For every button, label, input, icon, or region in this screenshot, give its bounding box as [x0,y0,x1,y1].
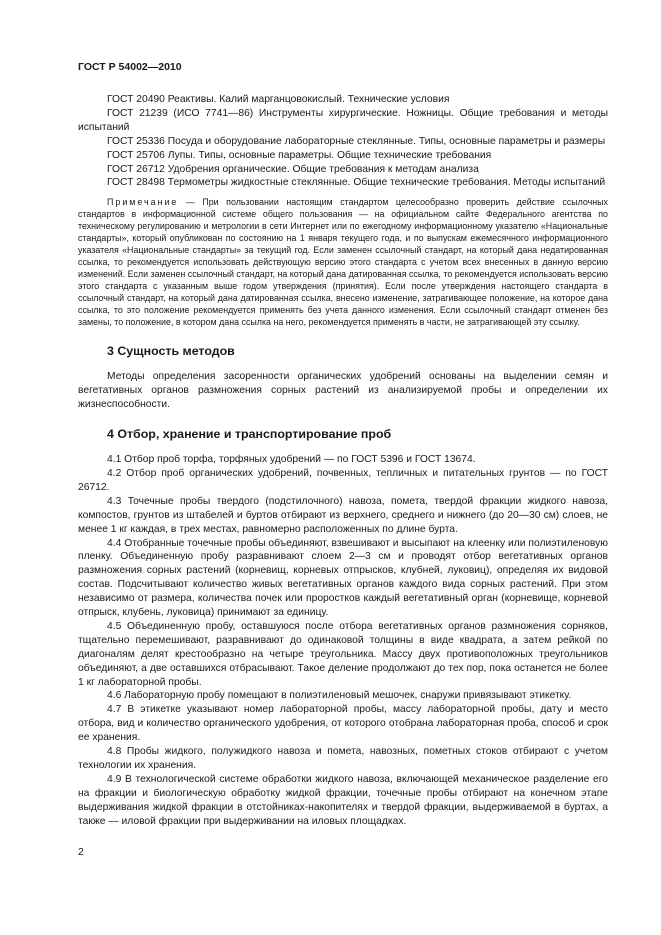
paragraph-4-2: 4.2 Отбор проб органических удобрений, почвенных, тепличных и питательных грунтов — по ГОСТ 26712. [78,467,608,493]
section-3-heading: 3 Сущность методов [107,344,235,359]
page-content [78,93,608,829]
note-label: Примечание [107,197,179,208]
paragraph-4-3: 4.3 Точечные пробы твердого (подстилочного) навоза, помета, твердой фракции жидкого навоза, компостов, грунтов из штабелей и буртов отбирают из верхнего, среднего и нижнего (до 20—30 см) слоев, не менее 1 кг каждая, в трех местах, равномерно расположенных по длине бурта. [78,495,608,535]
reference-item: ГОСТ 21239 (ИСО 7741—86) Инструменты хирургические. Ножницы. Общие требования и методы испытаний [78,107,608,133]
paragraph-4-1: 4.1 Отбор проб торфа, торфяных удобрений — по ГОСТ 5396 и ГОСТ 13674. [107,454,476,466]
paragraph-4-5: 4.5 Объединенную пробу, оставшуюся после отбора вегетативных органов размножения сорняков, тщательно перемешивают, разравнивают до одинаковой толщины в виде квадрата, а затем рейкой по диагоналям делят крестообразно на четыре треугольника. Массу двух противоположных треугольников объединяют, а две оставшихся отбрасывают. Такое деление продолжают до тех пор, пока останется не более 1 кг лабораторной пробы. [78,620,608,688]
reference-item: ГОСТ 25336 Посуда и оборудование лабораторные стеклянные. Типы, основные параметры и размеры [107,135,606,147]
paragraph-4-4: 4.4 Отобранные точечные пробы объединяют, взвешивают и высыпают на клеенку или полиэтиленовую пленку. Объединенную пробу разравнивают слоем 2—3 см и проводят отбор вегетативных органов размножения сорных растений (корневищ, корневых отпрысков, клубней, луковиц), определяя их видовой состав. Подсчитывают количество живых вегетативных органов каждого вида сорных растений. При этом независимо от размера, количества почек или проростков каждый вегетативный орган (корневище, корневой отпрыск, клубень, луковица) принимают за единицу. [78,537,608,619]
note-text: — При пользовании настоящим стандартом целесообразно проверить действие ссылочных стандартов в информационной системе общего пользования — на официальном сайте Федерального агентства по техническому регулированию и метрологии в сети Интернет или по ежегодному информационному указателю «Национальные стандарты», который опубликован по состоянию на 1 января текущего года, и по выпускам ежемесячного информационного указателя «Национальные стандарты» за текущий год. Если заменен ссылочный стандарт, на который дана недатированная ссылка, то рекомендуется использовать действующую версию этого стандарта с учетом всех внесенных в данную версию изменений. Если заменен ссылочный стандарт, на который дана датированная ссылка, то рекомендуется использовать версию этого стандарта с указанным выше годом утверждения (принятия). Если после утверждения настоящего стандарта в ссылочный стандарт, на который дана датированная ссылка, внесено изменение, затрагивающее положение, на которое дана ссылка, то это положение рекомендуется применять без учета данного изменения. Если ссылочный стандарт отменен без замены, то положение, в котором дана ссылка на него, рекомендуется применять в части, не затрагивающей эту ссылку. [78,197,608,328]
reference-item: ГОСТ 20490 Реактивы. Калий марганцовокислый. Технические условия [107,94,450,105]
reference-item: ГОСТ 28498 Термометры жидкостные стеклянные. Общие технические требования. Методы испытаний [107,177,606,189]
reference-item: ГОСТ 26712 Удобрения органические. Общие требования к методам анализа [107,163,479,175]
paragraph-4-9: 4.9 В технологической системе обработки жидкого навоза, включающей механическое разделение его на фракции и биологическую обработку жидкой фракции, точечные пробы отбирают на конечном этапе выдерживания жидкой фракции в отстойниках-накопителях и твердой фракции, выдерживаемой в буртах, а также — иловой фракции при выдерживании на иловых площадках. [78,773,608,827]
section-3-text: Методы определения засоренности органических удобрений основаны на выделении семян и вегетативных органов размножения сорных растений из анализируемой пробы и определении их жизнеспособности. [78,371,608,411]
reference-item: ГОСТ 25706 Лупы. Типы, основные параметры. Общие технические требования [107,149,492,161]
paragraph-4-7: 4.7 В этикетке указывают номер лабораторной пробы, массу лабораторной пробы, дату и место отбора, вид и количество органического удобрения, от которого отобрана лабораторная проба, способ и срок ее хранения. [78,704,608,744]
note-paragraph [78,196,608,328]
references-list [78,93,608,190]
section-4-heading: 4 Отбор, хранение и транспортирование проб [107,427,392,442]
paragraph-4-6: 4.6 Лабораторную пробу помещают в полиэтиленовый мешочек, снаружи привязывают этикетку. [107,690,572,702]
document-header: ГОСТ Р 54002—2010 [78,61,182,73]
page-number: 2 [78,846,84,858]
paragraph-4-8: 4.8 Пробы жидкого, полужидкого навоза и помета, навозных, пометных стоков отбирают с учетом технологии их хранения. [78,746,608,771]
